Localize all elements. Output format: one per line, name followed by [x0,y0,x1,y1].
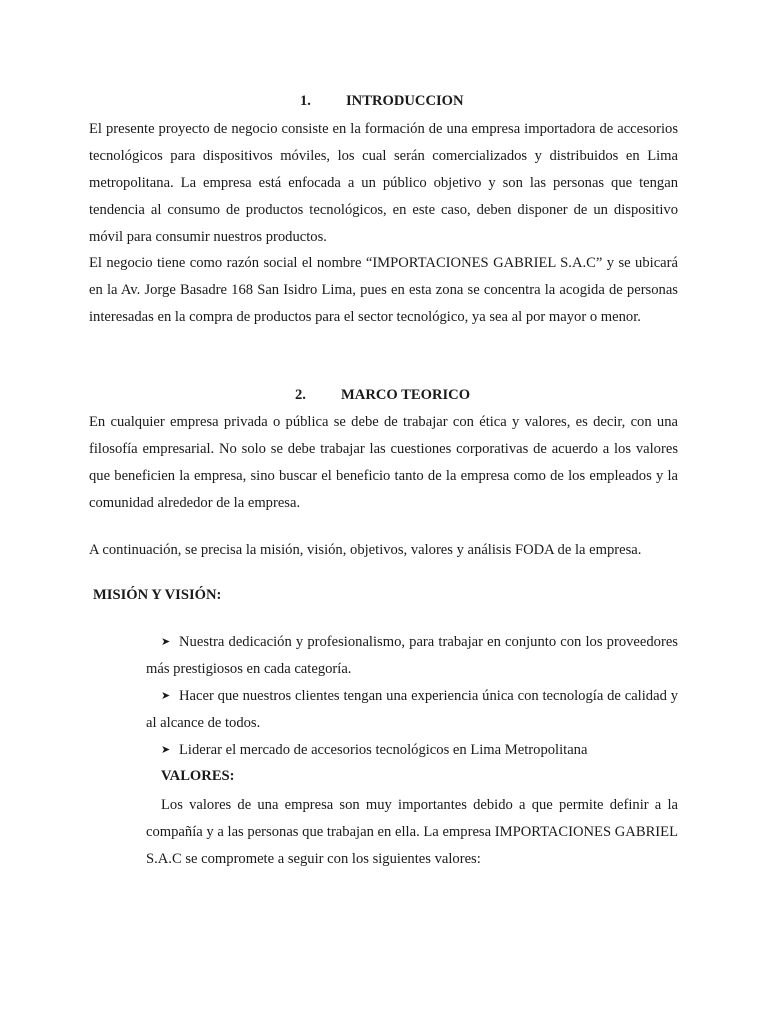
marco-paragraph-1: En cualquier empresa privada o pública se debe de trabajar con ética y valores, es decir, con una filosofía empresarial. No solo se debe trabajar las cuestiones corporativas de acuerdo a los valores que beneficien la empresa, sino buscar el beneficio tanto de la empresa como de los empleados y la comunidad alrededor de la empresa. [89,414,678,511]
arrow-right-bullet-icon: ➤ [161,635,171,648]
section-number: 2. [295,387,306,403]
bullet-text: Nuestra dedicación y profesionalismo, para trabajar en conjunto con los proveedores más prestigiosos en cada categoría. [146,634,678,677]
bullet-text: Hacer que nuestros clientes tengan una experiencia única con tecnología de calidad y al alcance de todos. [146,688,678,731]
section-number: 1. [300,93,311,109]
section-title: MARCO TEORICO [341,387,471,403]
valores-paragraph: Los valores de una empresa son muy importantes debido a que permite definir a la compañía y a las personas que trabajan en ella. La empresa IMPORTACIONES GABRIEL S.A.C se compromete a seguir con los siguientes valores: [146,797,678,867]
marco-paragraph-2: A continuación, se precisa la misión, visión, objetivos, valores y análisis FODA de la empresa. [89,542,642,558]
mision-bullet-1 [146,628,678,683]
valores-heading: VALORES: [161,768,235,784]
arrow-right-bullet-icon: ➤ [161,743,171,756]
mision-bullet-3 [146,736,678,764]
section-title: INTRODUCCION [346,93,464,109]
section-heading-introduccion [300,93,464,110]
intro-paragraph-2: El negocio tiene como razón social el nombre “IMPORTACIONES GABRIEL S.A.C” y se ubicará en la Av. Jorge Basadre 168 San Isidro Lima, pues en esta zona se concentra la acogida de personas interesadas en la compra de productos para el sector tecnológico, ya sea al por mayor o menor. [89,255,678,325]
bullet-text: Liderar el mercado de accesorios tecnológicos en Lima Metropolitana [179,742,588,758]
mision-vision-heading: MISIÓN Y VISIÓN: [93,587,222,603]
intro-paragraph-1: El presente proyecto de negocio consiste en la formación de una empresa importadora de accesorios tecnológicos para dispositivos móviles, los cual serán comercializados y distribuidos en Lima metropolitana. La empresa está enfocada a un público objetivo y son las personas que tengan tendencia al consumo de productos tecnológicos, en este caso, deben disponer de un dispositivo móvil para consumir nuestros productos. [89,121,678,245]
arrow-right-bullet-icon: ➤ [161,689,171,702]
section-heading-marco-teorico [295,387,470,404]
mision-bullet-2 [146,682,678,737]
